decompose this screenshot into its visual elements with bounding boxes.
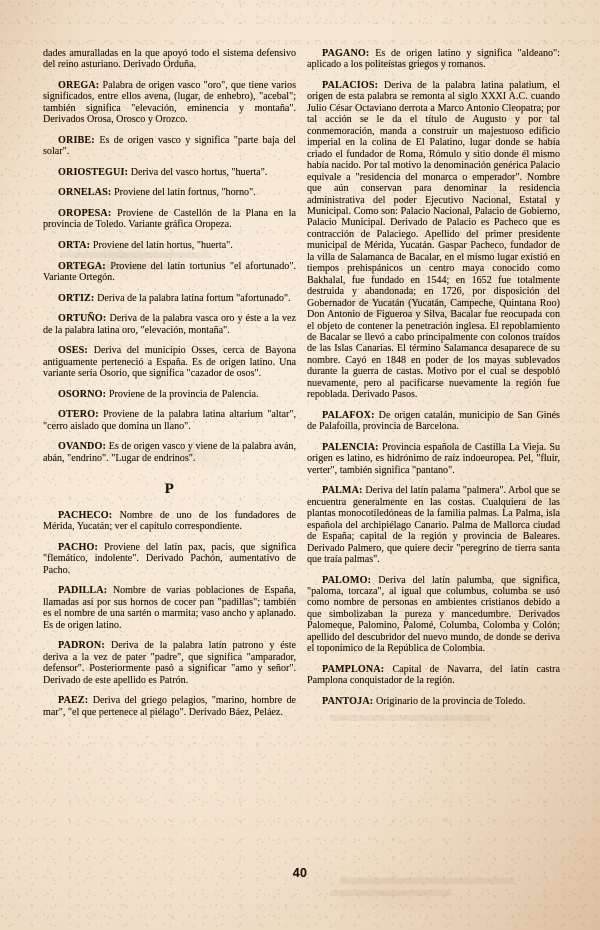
entry-body: Deriva del vasco hortus, "huerta". [130, 166, 268, 178]
entry-body: Es de origen vasco y viene de la palabra aván, abán, "endrino". "Lugar de endrinos". [43, 441, 296, 464]
entry-body: Provincia española de Castilla La Vieja. Su origen es latino, es hidrónimo de raíz indoeuropea. Pel, "fluir, verter", también significa "pantano". [307, 441, 561, 476]
entry-oriostegui [43, 167, 296, 178]
entry-body: Capital de Navarra, del latín castra Pamplona conquistador de la región. [307, 663, 560, 687]
headword: OVANDO: [58, 441, 109, 453]
entry-palacios [307, 80, 560, 401]
entry-pamplona [307, 664, 560, 687]
entry-oribe [43, 135, 296, 158]
entry-body: Proviene de Castellón de la Plana en la provincia de Toledo. Variante gráfica Oropeza. [43, 208, 297, 231]
headword: OSES: [58, 345, 94, 357]
page-number: 40 [292, 866, 308, 880]
entry-pacheco [43, 510, 296, 533]
entry-otero [43, 409, 296, 432]
headword: PAGANO: [322, 48, 376, 59]
headword: PANTOJA: [322, 695, 376, 707]
entry-body: Nombre de uno de los fundadores de Mérida, Yucatán; ver el capítulo correspondiente. [43, 510, 296, 533]
entry-padron [43, 640, 296, 686]
entry-oses [43, 345, 296, 379]
entry-orta [43, 240, 296, 251]
entry-body: Proviene de la provincia de Palencia. [108, 388, 259, 400]
headword: PALENCIA: [322, 441, 382, 453]
entry-body: Originario de la provincia de Toledo. [375, 695, 526, 707]
entry-padilla [43, 585, 296, 631]
entry-palma [307, 485, 560, 565]
entry-body: Deriva del latín palama "palmera". Arbol que se encuentra generalmente en las costas. Cualquiera de las plantas monocotiledóneas de la familia palmas. La Palma, isla española del archipiélago Canario. Palma de Mallorca ciudad de España; capital de la región y provincia de Baleares. Derivado Palmero, que quiere decir "peregrino de tierra santa que traía palmas". [307, 485, 560, 565]
entry-palafox [307, 410, 560, 433]
headword: ORIOSTEGUI: [58, 166, 131, 178]
entry-body: dades amuralladas en la que apoyó todo el sistema defensivo del reino asturiano. Derivado Orduña. [43, 48, 296, 71]
headword: PALOMO: [322, 574, 379, 586]
entry-oropesa [43, 208, 296, 231]
headword: ORTIZ: [58, 292, 98, 304]
headword: OREGA: [58, 80, 103, 91]
headword: PACHO: [58, 542, 105, 553]
headword: PAEZ: [58, 695, 93, 707]
text-column-right [307, 48, 560, 707]
text-column-left [43, 48, 296, 718]
entry-body: Nombre de varias poblaciones de España, llamadas así por sus hornos de cocer pan "padillas"; también es el nombre de una sartén o marmita; vaso ancho y aplanado. Es de origen latino. [43, 585, 296, 631]
entry-body: Deriva del griego pelagios, "marino, hombre de mar", "el que pertenece al piélago". Derivado Báez, Peláez. [43, 695, 296, 718]
entry-body: Proviene del latín pax, pacis, que significa "flemático, indolente". Derivado Pachón, aumentativo de Pacho. [43, 542, 297, 576]
entry-body: Deriva de la palabra latín patrono y éste deriva a la vez de pater "padre", que significa "amparador, defensor". Posteriormente pasó a significar "amo y señor". Derivado de este apellido es Patrón. [43, 640, 296, 686]
headword: OSORNO: [58, 388, 109, 400]
entry-body: Deriva del latín palumba, que significa, "paloma, torcaza", al igual que columbus, columba se usó como nombre de personas en ambientes cristianos debido a que simbolizaban la pureza y mancedumbre. Derivados Palomeque, Palomino, Palomé, Columba, Colomba y Colón; apellido del descubridor del nuevo mundo, de donde se deriva el toponímico de la República de Colombia. [307, 574, 560, 655]
headword: PALAFOX: [322, 409, 379, 421]
headword: PAMPLONA: [322, 663, 393, 675]
entry-body: Proviene del latín hortus, "huerta". [92, 240, 233, 251]
entry-pacho [43, 542, 296, 576]
entry-body: De origen catalán, municipio de San Ginés de Palafoilla, provincia de Barcelona. [307, 409, 560, 433]
headword: ORNELAS: [58, 187, 115, 199]
headword: ORTEGA: [58, 260, 111, 272]
headword: PALMA: [322, 485, 366, 497]
entry-ortega [43, 261, 296, 284]
entry-palencia [307, 442, 560, 476]
headword: ORIBE: [58, 134, 100, 146]
entry-osorno [43, 389, 296, 400]
entry-body: Proviene del latín fortnus, "horno". [114, 187, 256, 199]
entry-continuation-orduna [43, 48, 296, 71]
headword: ORTA: [58, 240, 93, 251]
headword: OROPESA: [58, 208, 118, 219]
entry-pantoja [307, 696, 560, 707]
entry-body: Proviene de la palabra latina altarium "altar", "cerro aislado que domina un llano". [43, 409, 296, 432]
entry-pagano [307, 48, 560, 71]
entry-ortiz [43, 293, 296, 304]
entry-body: Es de origen latino y significa "aldeano": aplicado a los politeístas griegos y romanos. [307, 48, 560, 71]
entry-ovando [43, 441, 296, 464]
headword: PADILLA: [58, 585, 113, 597]
entry-body: Es de origen vasco y significa "parte baja del solar". [43, 134, 296, 158]
section-letter-heading: P [164, 481, 175, 497]
entry-body: Proviene del latín tortunius "el afortunado". Variante Ortegón. [43, 260, 296, 283]
headword: OTERO: [58, 409, 104, 421]
entry-paez [43, 695, 296, 718]
entry-body: Deriva de la palabra vasca oro y éste a la vez de la palabra latina oro, "elevación, montaña". [43, 313, 296, 336]
headword: ORTUÑO: [58, 313, 110, 325]
headword: PADRON: [58, 640, 111, 652]
entry-ortuno [43, 313, 296, 336]
entry-body: Deriva de la palabra latina fortum "afortunado". [97, 292, 291, 304]
entry-palomo [307, 575, 560, 655]
entry-ornelas [43, 187, 296, 198]
entry-body: Deriva del municipio Osses, cerca de Bayona antiguamente perteneció a España. Es de origen latino. Una variante sería Osorio, que significa "cazador de osos". [43, 345, 296, 379]
entry-body: Deriva de la palabra latina palatium, el origen de esta palabra se remonta al siglo XXXI A.C. cuando Julio César Octaviano derrota a Marco Antonio Cleopatra; por tal acción se le da el título de Augusto y por tal conmemoración, manda a construir un majestuoso edificio imperial en la colina de El Palatino, lugar donde se había criado el fundador de Roma, Rómulo y sitio donde él mismo había nacido. Por tal motivo la denominación genérica Palacio equivale a "residencia del monarca o emperador". Nombre que aún conservan para denominar la residencia administrativa del poder Ejecutivo Nacional, Estatal y Municipal. Como son: Palacio Nacional, Palacio de Gobierno, Palacio Municipal. Derivado de Palacio es Pacheco que es contracción de Palaciego. Apellido del primer presidente municipal de Mérida, Yucatán. Gaspar Pacheco, fundador de la villa de Salamanca de Bacalar, en el mismo lugar existió en tiempos prehispánicos un centro maya conocido como Bakhalal, fue fundado en 1544; en 1652 fue totalmente destruida y abandonada; en 1726, por disposición del Gobernador de Yucatán (Yucatán, Campeche, Quintana Roo) Don Antonio de Figueroa y Silva, Bacalar fue reocupada con el objeto de contener la penetración inglesa. El repoblamiento de Bacalar se llevó a cabo principalmente con colonos traídos de las Islas Canarias. El término Salamanca desaparece de su nombre. Cayó en 1848 en poder de los mayas sublevados durante la guerra de castas. Motivo por el cual se despobló nuevamente, pero al pacificarse nuevamente la región fue repoblada. Derivado Pasos. [307, 80, 560, 401]
entry-orega [43, 80, 296, 126]
headword: PALACIOS: [322, 80, 385, 91]
entry-body: Palabra de origen vasco "oro", que tiene varios significados, entre ellos avena, (lugar, de enhebro), "acebal"; también significa "elevación, eminencia y montaña". Derivados Orosa, Orosco y Orozco. [43, 80, 296, 126]
headword: PACHECO: [58, 510, 120, 521]
